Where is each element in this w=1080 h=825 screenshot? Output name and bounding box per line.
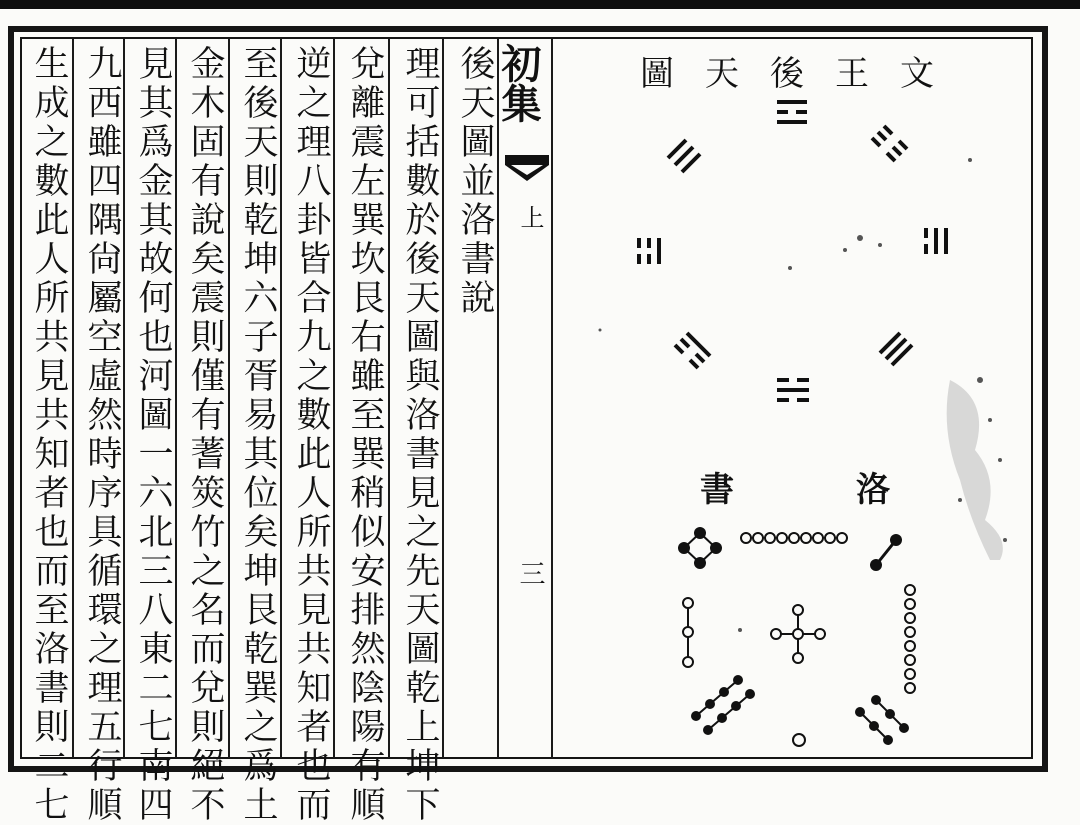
ink-stain bbox=[947, 380, 1003, 560]
kan-trigram-icon bbox=[777, 378, 809, 402]
page-number: 三 bbox=[515, 560, 545, 586]
column-rule bbox=[228, 39, 230, 758]
houtian-diagram-title bbox=[640, 46, 940, 96]
text-column-6: 見其爲金其故何也河圖一六北三八東二七南四 bbox=[133, 45, 173, 825]
luoshu-diagram-title bbox=[700, 462, 890, 511]
luoshu-nine-dots bbox=[741, 533, 847, 543]
title-char: 後 bbox=[770, 54, 810, 94]
text-column-1: 理可括數於後天圖與洛書見之先天圖乾上坤下 bbox=[400, 45, 440, 825]
xun-trigram-icon bbox=[668, 140, 700, 172]
column-rule bbox=[497, 39, 499, 758]
luoshu-six-dots bbox=[855, 695, 909, 745]
title-char: 洛 bbox=[856, 470, 890, 510]
luoshu-five-dots bbox=[771, 605, 825, 663]
luoshu-seven-dots bbox=[905, 585, 915, 693]
luoshu-four-dots bbox=[678, 527, 722, 569]
diagrams-area bbox=[560, 90, 1030, 760]
zhen-trigram-icon bbox=[637, 238, 661, 264]
luoshu-three-dots bbox=[683, 598, 693, 667]
title-char: 圖 bbox=[640, 54, 680, 94]
title-char: 王 bbox=[835, 54, 875, 94]
luoshu-one-dot bbox=[793, 734, 805, 746]
luoshu-two-dots bbox=[870, 534, 902, 571]
li-trigram-icon bbox=[777, 100, 807, 124]
title-char: 天 bbox=[705, 54, 745, 94]
text-column-2: 兌離震左巽坎艮右雖至巽稍似安排然陰陽有順 bbox=[345, 45, 385, 825]
luoshu-eight-dots bbox=[691, 675, 755, 735]
title-char: 文 bbox=[900, 54, 940, 94]
column-rule bbox=[388, 39, 390, 758]
dui-trigram-icon bbox=[924, 228, 948, 254]
fishtail-mark-icon bbox=[505, 155, 549, 185]
text-column-7: 九西雖四隅尙屬空虛然時序具循環之理五行順 bbox=[82, 45, 122, 825]
title-char: 書 bbox=[700, 470, 734, 510]
book-title: 初集 bbox=[495, 43, 542, 123]
column-rule bbox=[72, 39, 74, 758]
volume-label: 上 bbox=[516, 205, 544, 229]
text-column-4: 至後天則乾坤六子胥易其位矣坤艮乾巽之爲土 bbox=[238, 45, 278, 825]
text-column-3: 逆之理八卦皆合九之數此人所共見共知者也而 bbox=[291, 45, 331, 825]
text-column-5: 金木固有說矣震則僅有蓍筴竹之名而兌則絕不 bbox=[185, 45, 225, 825]
top-edge-bar bbox=[0, 0, 1080, 9]
column-rule bbox=[175, 39, 177, 758]
column-rule bbox=[442, 39, 444, 758]
spine-rule bbox=[551, 39, 553, 758]
kun-trigram-icon bbox=[872, 126, 907, 161]
qian-trigram-icon bbox=[880, 333, 912, 365]
column-rule bbox=[333, 39, 335, 758]
gen-trigram-icon bbox=[675, 333, 710, 368]
text-column-8: 生成之數此人所共見共知者也而至洛書則二七 bbox=[29, 45, 69, 825]
column-rule bbox=[280, 39, 282, 758]
section-heading: 後天圖並洛書說 bbox=[455, 45, 495, 318]
